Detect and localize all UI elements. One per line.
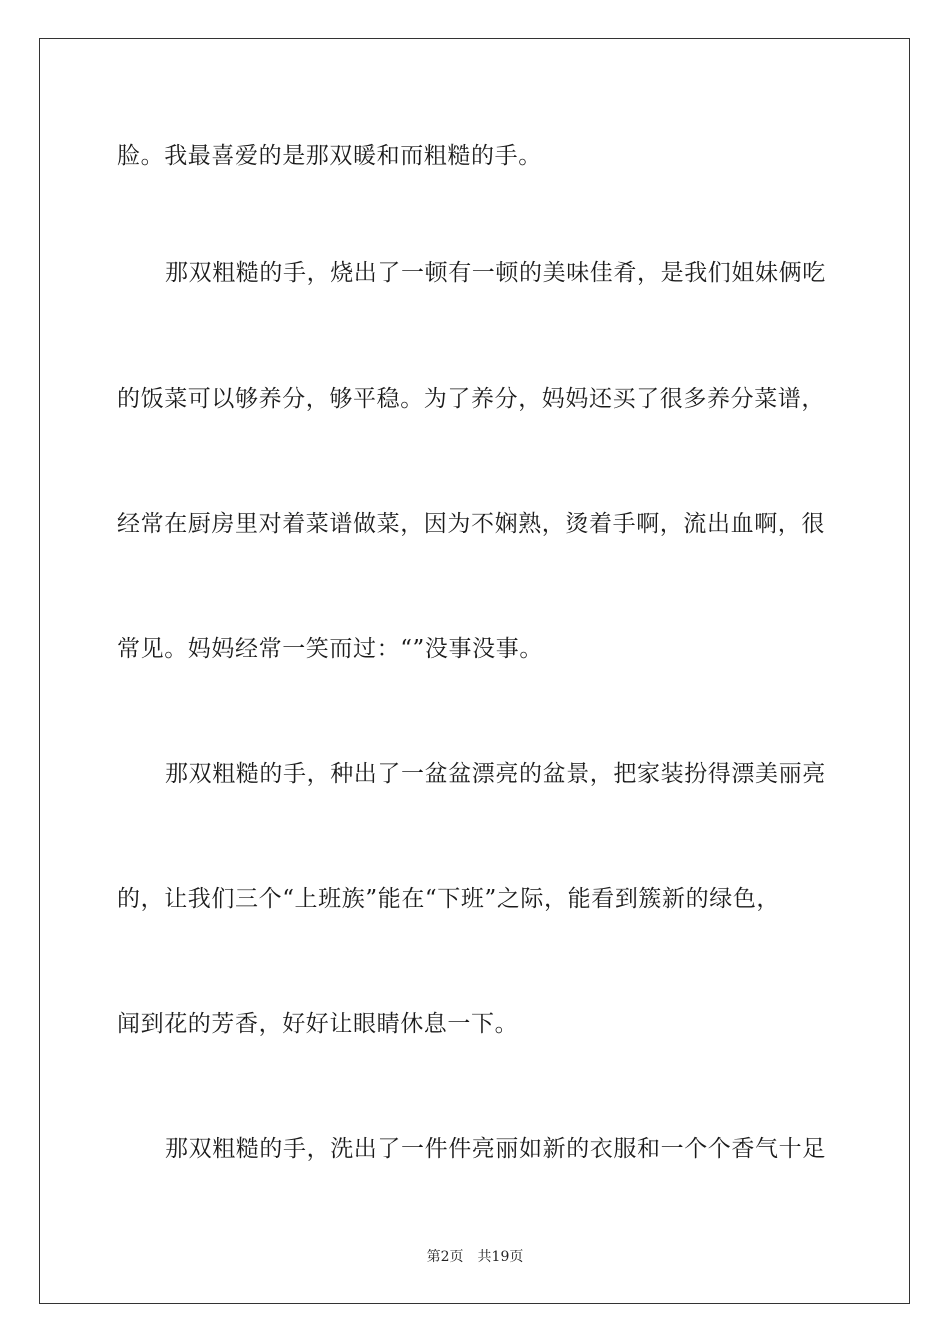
text-line-5: 常见。妈妈经常一笑而过：“”没事没事。 <box>117 636 543 662</box>
text-line-6: 那双粗糙的手，种出了一盆盆漂亮的盆景，把家装扮得漂美丽亮 <box>165 761 826 787</box>
page-total: 共19页 <box>477 1249 524 1265</box>
text-line-4: 经常在厨房里对着菜谱做菜，因为不娴熟，烫着手啊，流出血啊，很 <box>117 511 825 537</box>
page-number: 第2页 <box>426 1249 464 1265</box>
page-border <box>39 38 910 1304</box>
text-line-3: 的饭菜可以够养分，够平稳。为了养分，妈妈还买了很多养分菜谱， <box>117 386 825 412</box>
text-line-7: 的，让我们三个“上班族”能在“下班”之际，能看到簇新的绿色， <box>117 886 781 912</box>
page-footer <box>0 1248 950 1266</box>
text-line-8: 闻到花的芳香，好好让眼睛休息一下。 <box>117 1011 519 1037</box>
text-line-1: 脸。我最喜爱的是那双暖和而粗糙的手。 <box>117 143 542 169</box>
text-line-2: 那双粗糙的手，烧出了一顿有一顿的美味佳肴，是我们姐妹俩吃 <box>165 260 826 286</box>
text-line-9: 那双粗糙的手，洗出了一件件亮丽如新的衣服和一个个香气十足 <box>165 1136 826 1162</box>
